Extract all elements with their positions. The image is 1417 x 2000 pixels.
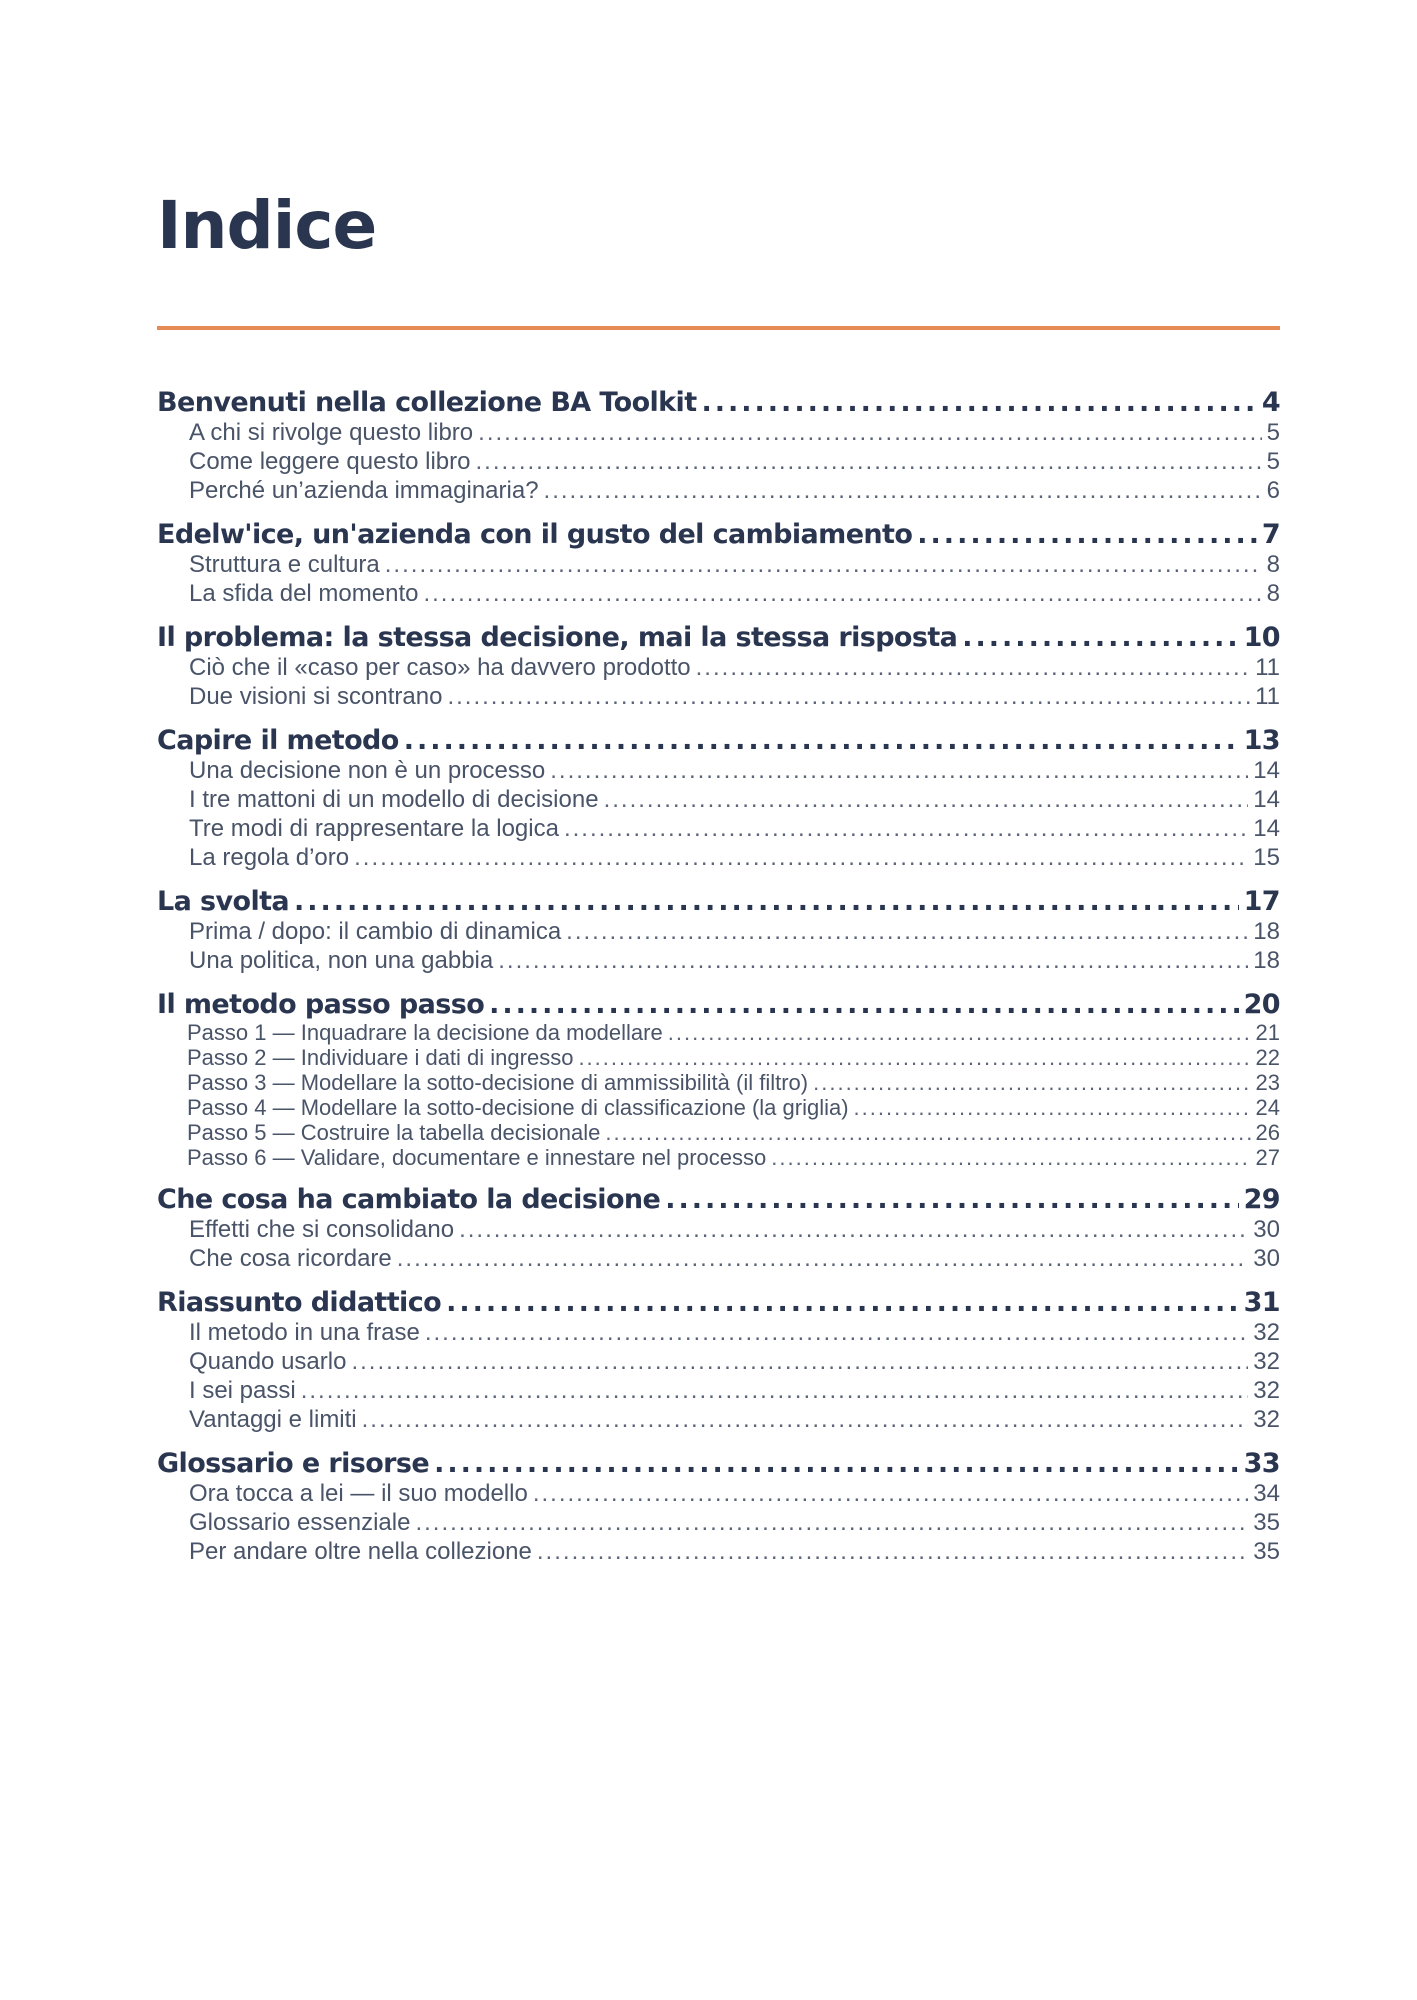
toc-step-page: 23 (1255, 1070, 1280, 1095)
toc-leader-dots (668, 1020, 1251, 1045)
toc-subentry-page: 5 (1266, 448, 1280, 475)
toc-subentry[interactable] (157, 550, 1280, 579)
toc-subentry[interactable] (157, 579, 1280, 608)
toc-chapter-title: Capire il metodo (157, 725, 399, 756)
toc-step-page: 26 (1255, 1120, 1280, 1145)
toc-subentry-page: 8 (1266, 551, 1280, 578)
toc-subentry-page: 11 (1255, 683, 1280, 710)
toc-subentry-title: La sfida del momento (189, 580, 419, 607)
toc-chapter-title: Il problema: la stessa decisione, mai la stessa risposta (157, 622, 958, 653)
toc-subentry[interactable] (157, 682, 1280, 711)
toc-subentry-page: 35 (1253, 1538, 1280, 1565)
toc-section (157, 1447, 1280, 1566)
toc-subentry-title: Come leggere questo libro (189, 448, 471, 475)
toc-leader-dots (813, 1070, 1250, 1095)
toc-step-title: Passo 5 — Costruire la tabella decisionale (187, 1120, 601, 1145)
toc-subentry[interactable] (157, 1376, 1280, 1405)
toc-subentry-title: Due visioni si scontrano (189, 683, 443, 710)
toc-subentry[interactable] (157, 946, 1280, 975)
toc-leader-dots (962, 621, 1238, 655)
toc-leader-dots (917, 518, 1257, 552)
toc-step-page: 22 (1255, 1045, 1280, 1070)
toc-leader-dots (605, 1120, 1250, 1145)
toc-step-entry[interactable] (157, 1045, 1280, 1070)
toc-subentry-title: Effetti che si consolidano (189, 1216, 455, 1243)
toc-subentry[interactable] (157, 917, 1280, 946)
toc-chapter-entry[interactable] (157, 386, 1280, 418)
toc-leader-dots (447, 682, 1250, 711)
toc-step-title: Passo 2 — Individuare i dati di ingresso (187, 1045, 574, 1070)
toc-step-entry[interactable] (157, 1095, 1280, 1120)
toc-leader-dots (434, 1447, 1239, 1481)
toc-subentry-page: 14 (1253, 815, 1280, 842)
toc-leader-dots (498, 946, 1248, 975)
toc-step-title: Passo 3 — Modellare la sotto-decisione di ammissibilità (il filtro) (187, 1070, 809, 1095)
toc-subentry-title: I sei passi (189, 1377, 296, 1404)
toc-chapter-entry[interactable] (157, 1286, 1280, 1318)
toc-subentry-page: 11 (1255, 654, 1280, 681)
toc-subentry-title: Vantaggi e limiti (189, 1406, 357, 1433)
toc-chapter-entry[interactable] (157, 885, 1280, 917)
toc-step-entry[interactable] (157, 1120, 1280, 1145)
toc-section (157, 386, 1280, 505)
toc-subentry-page: 8 (1266, 580, 1280, 607)
toc-leader-dots (566, 917, 1248, 946)
toc-section (157, 724, 1280, 872)
toc-subentry-title: I tre mattoni di un modello di decisione (189, 786, 599, 813)
toc-leader-dots (665, 1183, 1238, 1217)
toc-subentry[interactable] (157, 785, 1280, 814)
toc-chapter-title: Riassunto didattico (157, 1287, 442, 1318)
toc-subentry[interactable] (157, 476, 1280, 505)
toc-step-title: Passo 1 — Inquadrare la decisione da modellare (187, 1020, 663, 1045)
toc-subentry[interactable] (157, 418, 1280, 447)
toc-step-page: 21 (1255, 1020, 1280, 1045)
toc-subentry-page: 14 (1253, 786, 1280, 813)
toc-chapter-page: 17 (1243, 886, 1280, 917)
toc-subentry-title: Glossario essenziale (189, 1509, 411, 1536)
toc-chapter-page: 20 (1243, 989, 1280, 1020)
toc-subentry-page: 32 (1253, 1406, 1280, 1433)
toc-step-page: 24 (1255, 1095, 1280, 1120)
toc-leader-dots (415, 1508, 1248, 1537)
toc-subentry[interactable] (157, 653, 1280, 682)
toc-subentry[interactable] (157, 814, 1280, 843)
toc-chapter-entry[interactable] (157, 1447, 1280, 1479)
toc-leader-dots (854, 1095, 1251, 1120)
toc-leader-dots (489, 988, 1238, 1022)
toc-section (157, 988, 1280, 1170)
toc-chapter-entry[interactable] (157, 518, 1280, 550)
toc-chapter-title: Il metodo passo passo (157, 989, 485, 1020)
toc-chapter-page: 31 (1243, 1287, 1280, 1318)
toc-subentry-title: Una decisione non è un processo (189, 757, 546, 784)
toc-leader-dots (578, 1045, 1250, 1070)
toc-subentry-page: 30 (1253, 1216, 1280, 1243)
toc-leader-dots (301, 1376, 1249, 1405)
toc-subentry-page: 18 (1253, 947, 1280, 974)
toc-step-entry[interactable] (157, 1070, 1280, 1095)
toc-chapter-entry[interactable] (157, 621, 1280, 653)
toc-leader-dots (476, 447, 1262, 476)
toc-leader-dots (537, 1537, 1248, 1566)
toc-leader-dots (533, 1479, 1248, 1508)
toc-leader-dots (397, 1244, 1249, 1273)
toc-leader-dots (425, 1318, 1248, 1347)
toc-subentry-page: 35 (1253, 1509, 1280, 1536)
toc-section (157, 518, 1280, 608)
toc-subentry-title: La regola d’oro (189, 844, 350, 871)
toc-leader-dots (362, 1405, 1249, 1434)
toc-subentry-page: 32 (1253, 1348, 1280, 1375)
toc-subentry-title: Tre modi di rappresentare la logica (189, 815, 559, 842)
toc-leader-dots (550, 756, 1248, 785)
toc-chapter-page: 33 (1243, 1448, 1280, 1479)
toc-leader-dots (564, 814, 1248, 843)
toc-leader-dots (771, 1145, 1250, 1170)
toc-subentry-title: Quando usarlo (189, 1348, 347, 1375)
toc-subentry[interactable] (157, 1537, 1280, 1566)
toc-chapter-title: La svolta (157, 886, 290, 917)
toc-subentry-title: Ciò che il «caso per caso» ha davvero prodotto (189, 654, 691, 681)
toc-chapter-entry[interactable] (157, 1183, 1280, 1215)
toc-leader-dots (478, 418, 1261, 447)
toc-chapter-page: 4 (1261, 387, 1280, 418)
toc-subentry-title: Il metodo in una frase (189, 1319, 420, 1346)
toc-subentry-page: 14 (1253, 757, 1280, 784)
toc-chapter-title: Benvenuti nella collezione BA Toolkit (157, 387, 697, 418)
toc-chapter-entry[interactable] (157, 988, 1280, 1020)
toc-leader-dots (544, 476, 1262, 505)
toc-chapter-title: Glossario e risorse (157, 1448, 430, 1479)
toc-step-page: 27 (1255, 1145, 1280, 1170)
toc-subentry[interactable] (157, 1215, 1280, 1244)
toc-subentry-page: 34 (1253, 1480, 1280, 1507)
toc-step-entry[interactable] (157, 1020, 1280, 1045)
toc-subentry-page: 32 (1253, 1377, 1280, 1404)
toc-subentry[interactable] (157, 1347, 1280, 1376)
toc-subentry-page: 32 (1253, 1319, 1280, 1346)
toc-subentry-title: Per andare oltre nella collezione (189, 1538, 532, 1565)
toc-chapter-page: 13 (1243, 725, 1280, 756)
toc-leader-dots (423, 579, 1261, 608)
page-title: Indice (157, 187, 377, 264)
toc-leader-dots (404, 724, 1239, 758)
toc-step-title: Passo 4 — Modellare la sotto-decisione di classificazione (la griglia) (187, 1095, 849, 1120)
toc-leader-dots (294, 885, 1239, 919)
toc-section (157, 885, 1280, 975)
toc-subentry[interactable] (157, 756, 1280, 785)
toc-step-entry[interactable] (157, 1145, 1280, 1170)
toc-subentry[interactable] (157, 1244, 1280, 1273)
toc-chapter-page: 29 (1243, 1184, 1280, 1215)
toc-subentry-page: 30 (1253, 1245, 1280, 1272)
toc-subentry-title: Perché un’azienda immaginaria? (189, 477, 539, 504)
toc-subentry-title: A chi si rivolge questo libro (189, 419, 474, 446)
toc-leader-dots (446, 1286, 1239, 1320)
toc-subentry-title: Ora tocca a lei — il suo modello (189, 1480, 528, 1507)
toc-subentry[interactable] (157, 1318, 1280, 1347)
toc-leader-dots (604, 785, 1249, 814)
table-of-contents (157, 386, 1280, 1579)
toc-subentry-title: Che cosa ricordare (189, 1245, 392, 1272)
toc-chapter-title: Edelw'ice, un'azienda con il gusto del cambiamento (157, 519, 913, 550)
toc-chapter-page: 7 (1261, 519, 1280, 550)
toc-step-title: Passo 6 — Validare, documentare e innestare nel processo (187, 1145, 767, 1170)
toc-subentry-page: 6 (1266, 477, 1280, 504)
toc-chapter-entry[interactable] (157, 724, 1280, 756)
toc-leader-dots (702, 386, 1257, 420)
toc-subentry-title: Prima / dopo: il cambio di dinamica (189, 918, 562, 945)
toc-subentry-page: 18 (1253, 918, 1280, 945)
toc-subentry-page: 15 (1253, 844, 1280, 871)
toc-leader-dots (385, 550, 1262, 579)
toc-section (157, 621, 1280, 711)
toc-section (157, 1286, 1280, 1434)
toc-subentry[interactable] (157, 843, 1280, 872)
toc-leader-dots (354, 843, 1248, 872)
toc-subentry-page: 5 (1266, 419, 1280, 446)
toc-subentry[interactable] (157, 1405, 1280, 1434)
toc-leader-dots (459, 1215, 1248, 1244)
toc-subentry-title: Una politica, non una gabbia (189, 947, 494, 974)
toc-section (157, 1183, 1280, 1273)
toc-chapter-page: 10 (1243, 622, 1280, 653)
toc-leader-dots (696, 653, 1250, 682)
toc-leader-dots (351, 1347, 1248, 1376)
toc-subentry-title: Struttura e cultura (189, 551, 380, 578)
toc-subentry[interactable] (157, 1508, 1280, 1537)
toc-chapter-title: Che cosa ha cambiato la decisione (157, 1184, 661, 1215)
title-divider (157, 326, 1280, 330)
toc-subentry[interactable] (157, 1479, 1280, 1508)
toc-subentry[interactable] (157, 447, 1280, 476)
